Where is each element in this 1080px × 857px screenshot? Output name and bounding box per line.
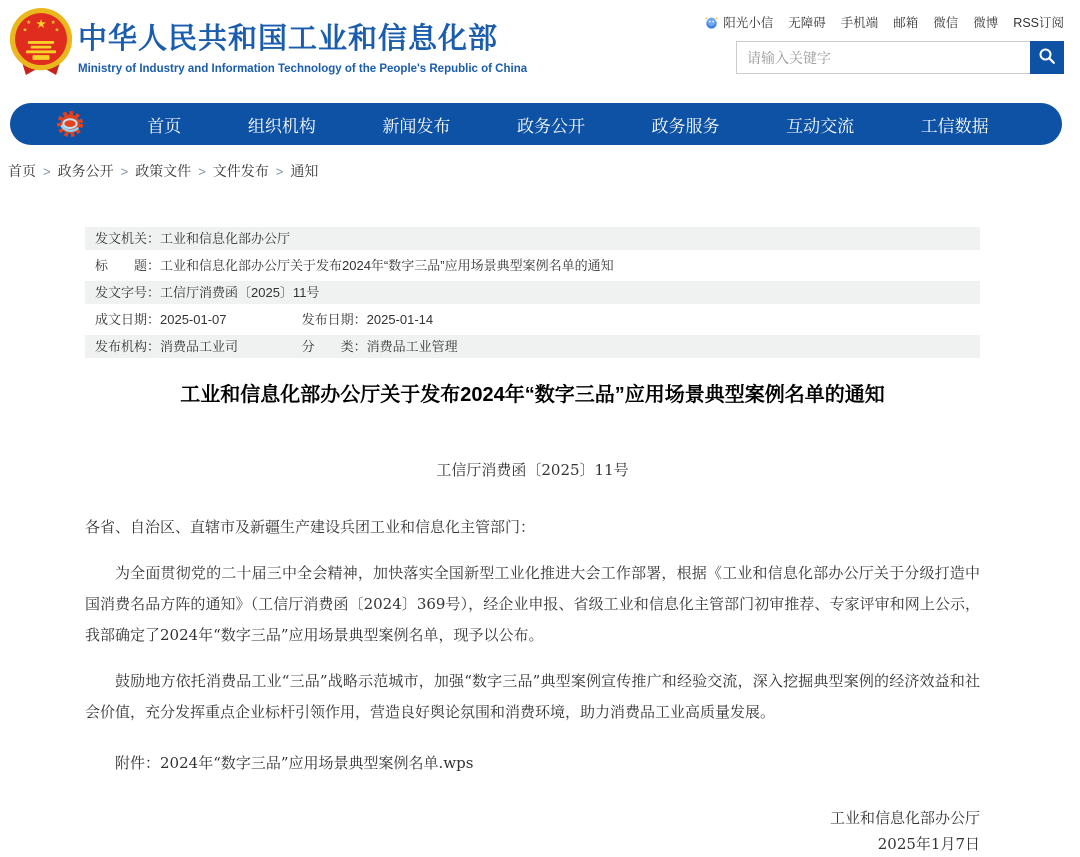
signature-org: 工业和信息化部办公厅 bbox=[829, 809, 980, 827]
meta-value: 2025-01-07 bbox=[160, 312, 227, 327]
nav-item-interaction[interactable]: 互动交流 bbox=[786, 116, 855, 136]
mascot-icon bbox=[704, 15, 719, 30]
meta-row-publisher-category bbox=[85, 335, 980, 358]
notice-title: 工业和信息化部办公厅关于发布2024年“数字三品”应用场景典型案例名单的通知 bbox=[180, 384, 885, 406]
utility-links bbox=[704, 13, 1064, 31]
utility-link-label: 阳光小信 bbox=[723, 16, 774, 30]
meta-label: 发文字号： bbox=[95, 285, 161, 300]
utility-link-accessibility[interactable] bbox=[788, 13, 826, 31]
meta-label: 发布机构： bbox=[95, 339, 161, 354]
attachment-link[interactable]: 2024年“数字三品”应用场景典型案例名单.wps bbox=[160, 754, 474, 772]
breadcrumb bbox=[8, 161, 318, 181]
svg-text:★: ★ bbox=[54, 27, 60, 34]
utility-link-label: RSS订阅 bbox=[1013, 16, 1064, 30]
meta-value: 消费品工业管理 bbox=[366, 339, 458, 354]
meta-label: 分 类： bbox=[301, 339, 367, 354]
utility-link-wechat[interactable] bbox=[933, 13, 958, 31]
utility-link-weibo[interactable] bbox=[973, 13, 998, 31]
nav-item-miit-data[interactable]: 工信数据 bbox=[920, 116, 989, 136]
meta-row-title bbox=[85, 254, 980, 277]
svg-text:★: ★ bbox=[35, 16, 47, 31]
meta-value: 工业和信息化部办公厅 bbox=[160, 231, 291, 246]
breadcrumb-item-home[interactable]: 首页 bbox=[8, 163, 36, 179]
search-button[interactable] bbox=[1030, 41, 1064, 74]
meta-label: 发布日期： bbox=[301, 312, 367, 327]
breadcrumb-item-file-release[interactable]: 文件发布 bbox=[212, 163, 269, 179]
signature-block bbox=[85, 805, 980, 857]
utility-link-label: 邮箱 bbox=[893, 16, 919, 30]
national-emblem-icon bbox=[8, 5, 74, 77]
svg-text:★: ★ bbox=[26, 20, 32, 27]
notice-paragraph: 为全面贯彻党的二十届三中全会精神，加快落实全国新型工业化推进大会工作部署，根据《工业和信息化部办公厅关于分级打造中国消费名品方阵的通知》（工信厅消费函〔2024〕369号），经企业申报、省级工业和信息化主管部门初审推荐、专家评审和网上公示，我部确定了2024年“数字三品”应用场景典型案例名单，现予以公布。 bbox=[85, 564, 980, 644]
search-input[interactable] bbox=[736, 41, 1030, 74]
utility-link-label: 手机端 bbox=[840, 16, 879, 30]
meta-value: 消费品工业司 bbox=[160, 339, 239, 354]
utility-link-label: 微信 bbox=[933, 16, 959, 30]
site-title-block bbox=[78, 16, 527, 75]
nav-item-home[interactable]: 首页 bbox=[147, 116, 182, 136]
utility-link-label: 微博 bbox=[973, 16, 999, 30]
meta-row-dates bbox=[85, 308, 980, 331]
site-title-en: Ministry of Industry and Information Technology of the People's Republic of China bbox=[78, 63, 528, 75]
meta-value: 工业和信息化部办公厅关于发布2024年“数字三品”应用场景典型案例名单的通知 bbox=[160, 258, 614, 273]
utility-link-mail[interactable] bbox=[893, 13, 918, 31]
meta-label: 成文日期： bbox=[95, 312, 161, 327]
utility-link-sunshine-xiaoxin[interactable] bbox=[704, 13, 773, 31]
search-icon bbox=[1038, 47, 1056, 68]
main-nav bbox=[10, 103, 1062, 145]
notice-salutation: 各省、自治区、直辖市及新疆生产建设兵团工业和信息化主管部门： bbox=[85, 518, 536, 536]
svg-text:★: ★ bbox=[50, 20, 56, 27]
meta-value: 2025-01-14 bbox=[366, 312, 434, 327]
signature-date: 2025年1月7日 bbox=[877, 835, 980, 853]
meta-row-issuing-agency bbox=[85, 227, 980, 250]
notice-body bbox=[85, 512, 980, 857]
attachment-label: 附件： bbox=[115, 754, 161, 772]
meta-value: 工信厅消费函〔2025〕11号 bbox=[160, 285, 320, 300]
nav-item-news[interactable]: 新闻发布 bbox=[382, 116, 451, 136]
notice-paragraph: 鼓励地方依托消费品工业“三品”战略示范城市，加强“数字三品”典型案例宣传推广和经验交流，深入挖掘典型案例的经济效益和社会价值，充分发挥重点企业标杆引领作用，营造良好舆论氛围和消费环境，助力消费品工业高质量发展。 bbox=[85, 672, 980, 721]
notice-doc-number: 工信厅消费函〔2025〕11号 bbox=[436, 461, 629, 479]
breadcrumb-separator: > bbox=[120, 163, 129, 179]
breadcrumb-item-gov-open[interactable]: 政务公开 bbox=[57, 163, 114, 179]
nav-item-gov-service[interactable]: 政务服务 bbox=[651, 116, 720, 136]
site-title-zh: 中华人民共和国工业和信息化部 bbox=[78, 23, 499, 55]
meta-row-doc-number bbox=[85, 281, 980, 304]
breadcrumb-separator: > bbox=[43, 163, 51, 179]
nav-item-gov-open[interactable]: 政务公开 bbox=[516, 116, 585, 136]
nav-list bbox=[84, 112, 1062, 137]
notice-content bbox=[85, 227, 980, 857]
svg-text:★: ★ bbox=[22, 27, 28, 34]
miit-gear-logo-icon[interactable] bbox=[56, 110, 84, 138]
utility-link-rss[interactable] bbox=[1013, 13, 1064, 31]
breadcrumb-item-notice[interactable]: 通知 bbox=[290, 163, 319, 179]
utility-link-mobile[interactable] bbox=[841, 13, 879, 31]
breadcrumb-separator: > bbox=[198, 163, 206, 179]
breadcrumb-separator: > bbox=[275, 163, 284, 179]
breadcrumb-item-policy-files[interactable]: 政策文件 bbox=[135, 163, 192, 179]
search-bar bbox=[736, 41, 1064, 74]
attachment-line bbox=[85, 748, 980, 779]
nav-item-organization[interactable]: 组织机构 bbox=[247, 116, 316, 136]
meta-label: 发文机关： bbox=[95, 231, 161, 246]
utility-link-label: 无障碍 bbox=[788, 16, 826, 30]
meta-label: 标 题： bbox=[95, 258, 161, 273]
